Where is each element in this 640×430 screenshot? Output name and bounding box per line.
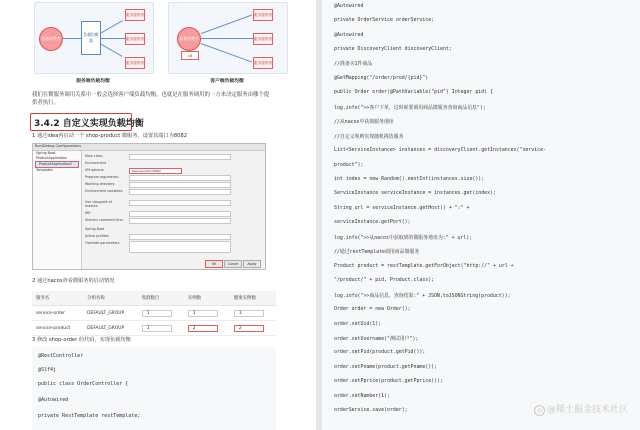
env-vars-input[interactable] [129, 189, 231, 195]
module-select[interactable] [129, 200, 231, 206]
tree-item[interactable]: Templates [36, 168, 53, 172]
code-line: product"); [334, 162, 364, 168]
code-line: order.setUsername("测试用户"); [334, 336, 419, 342]
cell-value: 1 [142, 310, 172, 317]
code-line: //通过restTemplate调用商品微服务 [334, 249, 420, 255]
column-header: 健康实例数 [230, 291, 276, 306]
override-params-table[interactable] [129, 241, 231, 253]
code-line: log.info(">>客户下单，这时候要调用商品微服务查询商品信息"); [334, 105, 486, 111]
healthy-count-highlight: 2 [234, 325, 264, 332]
table-cell [138, 306, 184, 321]
step-1-text: 1 通过idea再启动一个 shop-product 微服务，设置其端口为8082 [32, 133, 188, 139]
field-label: Use classpath of module: [85, 200, 113, 208]
code-line: order.setPprice(product.getPprice()); [334, 378, 443, 384]
nacos-service-table [32, 291, 276, 336]
jre-select[interactable] [129, 211, 231, 217]
code-line: Order order = new Order(); [334, 306, 411, 312]
code-line: @Slf4j [38, 367, 57, 373]
left-page [0, 0, 316, 430]
client-lb-diagram [168, 2, 288, 74]
code-line: //自定义规则实现随机挑选服务 [334, 134, 404, 140]
code-line: "/product/" + pid, Product.class); [334, 277, 435, 283]
table-cell: service-order [32, 306, 83, 321]
table-cell: service-product [32, 321, 83, 336]
code-line: @Autowired [38, 397, 69, 403]
field-label: Working directory: [85, 182, 116, 186]
code-line: log.info(">>从nacos中获取到的微服务地址为:" + url); [334, 235, 473, 241]
vm-options-input[interactable]: -Dserver.port=8082 [129, 168, 182, 174]
step-3-text: 3 修改 shop-order 的代码，实现负载均衡 [32, 337, 131, 343]
column-header: 实例数 [184, 291, 230, 306]
table-cell [230, 306, 276, 321]
ide-run-config-screenshot [32, 143, 266, 270]
diagram-node: 服务提供者 [253, 33, 273, 45]
code-line: @Autowired [334, 3, 364, 9]
table-cell [184, 306, 230, 321]
field-label: Active profiles: [85, 234, 110, 238]
table-row [32, 306, 276, 321]
column-header: 集群数目 [138, 291, 184, 306]
active-profiles-input[interactable] [129, 234, 231, 240]
diagram-arrow [100, 20, 123, 34]
diagram-node: 服务提供者 [253, 9, 273, 21]
diagram-arrow [62, 38, 81, 39]
table-cell [230, 321, 276, 336]
code-line: public Order order(@PathVariable("pid") Integer pid) { [334, 89, 493, 95]
watermark-text: @稀土掘金技术社区 [546, 405, 628, 415]
code-line: @Autowired [334, 32, 364, 38]
code-line: order.setNumber(1); [334, 393, 390, 399]
apply-button[interactable]: Apply [243, 260, 261, 268]
code-line: int index = new Random().nextInt(instances.size()); [334, 176, 485, 182]
diagram-node: 负载均衡器 [81, 21, 101, 55]
field-label: VM options: [85, 168, 105, 172]
tree-item-selected[interactable]: ProductApplication2 [35, 161, 79, 168]
table-header-row [32, 291, 276, 306]
shorten-cmd-select[interactable] [129, 218, 231, 224]
diagram-node: 服务消费者 [39, 27, 63, 51]
diagram-node: 服务提供者 [125, 57, 145, 69]
code-line: //从nacos中获取服务地址 [334, 119, 394, 125]
working-dir-input[interactable] [129, 182, 231, 188]
diagram-node: 服务提供者 [125, 33, 145, 45]
right-page [322, 0, 640, 430]
table-cell: DEFAULT_GROUP [83, 321, 138, 336]
intro-paragraph: 我们在微服务调用关系中一般会选择客户端负载均衡，也就是在服务调用的一方来决定服务由哪个提供者执行。 [32, 92, 270, 106]
code-line: @GetMapping("/order/prod/{pid}") [334, 75, 429, 81]
table-cell [138, 321, 184, 336]
code-line: Product product = restTemplate.getForObject("http://" + url + [334, 263, 514, 269]
field-label: Environment variables: [85, 189, 124, 193]
column-header: 分组名称 [83, 291, 138, 306]
ide-config-tree [33, 151, 82, 269]
table-row [32, 321, 276, 336]
code-line: ServiceInstance serviceInstance = instances.get(index); [334, 190, 496, 196]
tree-item[interactable]: Spring Boot [36, 151, 56, 155]
cell-value: 1 [142, 325, 172, 332]
diagram-arrow [201, 15, 252, 34]
ok-button[interactable]: OK [205, 260, 223, 268]
server-lb-caption: 服务端负载均衡 [76, 79, 110, 84]
code-line: @RestController [38, 353, 84, 359]
main-class-input[interactable] [129, 154, 231, 160]
code-line: order.setPname(product.getPname()); [334, 364, 438, 370]
code-line: String url = serviceInstance.getHost() + ":" + [334, 205, 470, 211]
column-header: 服务名 [32, 291, 83, 306]
diagram-arrow [100, 43, 123, 57]
field-label: Main class: [85, 154, 104, 158]
code-line: private DiscoveryClient discoveryClient; [334, 46, 452, 52]
cancel-button[interactable]: Cancel [224, 260, 242, 268]
diagram-arrow [201, 38, 253, 39]
program-args-input[interactable] [129, 175, 231, 181]
code-line: List<ServiceInstance> instances = discoveryClient.getInstances("service- [334, 147, 546, 153]
tree-item[interactable]: ProductApplication [36, 156, 67, 160]
right-code-block [322, 0, 640, 430]
watermark [534, 402, 628, 416]
field-label: Program arguments: [85, 175, 119, 179]
left-code-block [32, 347, 276, 430]
diagram-node: 服务提供者 [253, 57, 273, 69]
lb-component: LB [181, 51, 199, 60]
juejin-logo-icon: ◎ [534, 405, 545, 416]
cell-value: 1 [234, 310, 264, 317]
step-2-text: 2 通过nacos查看微服务的启动情况 [32, 278, 115, 284]
server-lb-diagram [34, 2, 154, 74]
ide-title: Run/Debug Configurations [33, 144, 265, 151]
table-cell [184, 321, 230, 336]
diagram-arrow [201, 43, 252, 62]
field-label: JRE: [85, 211, 92, 215]
table-cell: DEFAULT_GROUP [83, 306, 138, 321]
client-lb-caption: 客户端负载均衡 [210, 79, 244, 84]
diagram-arrow [100, 38, 125, 39]
cell-value: 1 [188, 310, 218, 317]
diagram-node: 服务消费者 [177, 27, 201, 51]
code-line: log.info(">>商品信息，查询结果:" + JSON.toJSONString(product)); [334, 293, 511, 299]
field-label: Shorten command line: [85, 218, 124, 222]
code-line: orderService.save(order); [334, 407, 408, 413]
code-line: public class OrderController { [38, 381, 129, 387]
code-line: private RestTemplate restTemplate; [38, 413, 141, 419]
code-line: serviceInstance.getPort(); [334, 219, 411, 225]
section-heading: 3.4.2 自定义实现负载均衡 [34, 119, 144, 129]
code-line: order.setPid(product.getPid()); [334, 349, 426, 355]
code-line: //准备买1件商品 [334, 61, 373, 67]
instance-count-highlight: 2 [188, 325, 218, 332]
code-line: private OrderService orderService; [334, 17, 435, 23]
field-label: Spring Boot [85, 227, 105, 231]
field-label: Environment [85, 161, 107, 165]
diagram-node: 服务提供者 [125, 9, 145, 21]
field-label: Override parameters [85, 241, 120, 245]
code-line: order.setUid(1); [334, 321, 382, 327]
